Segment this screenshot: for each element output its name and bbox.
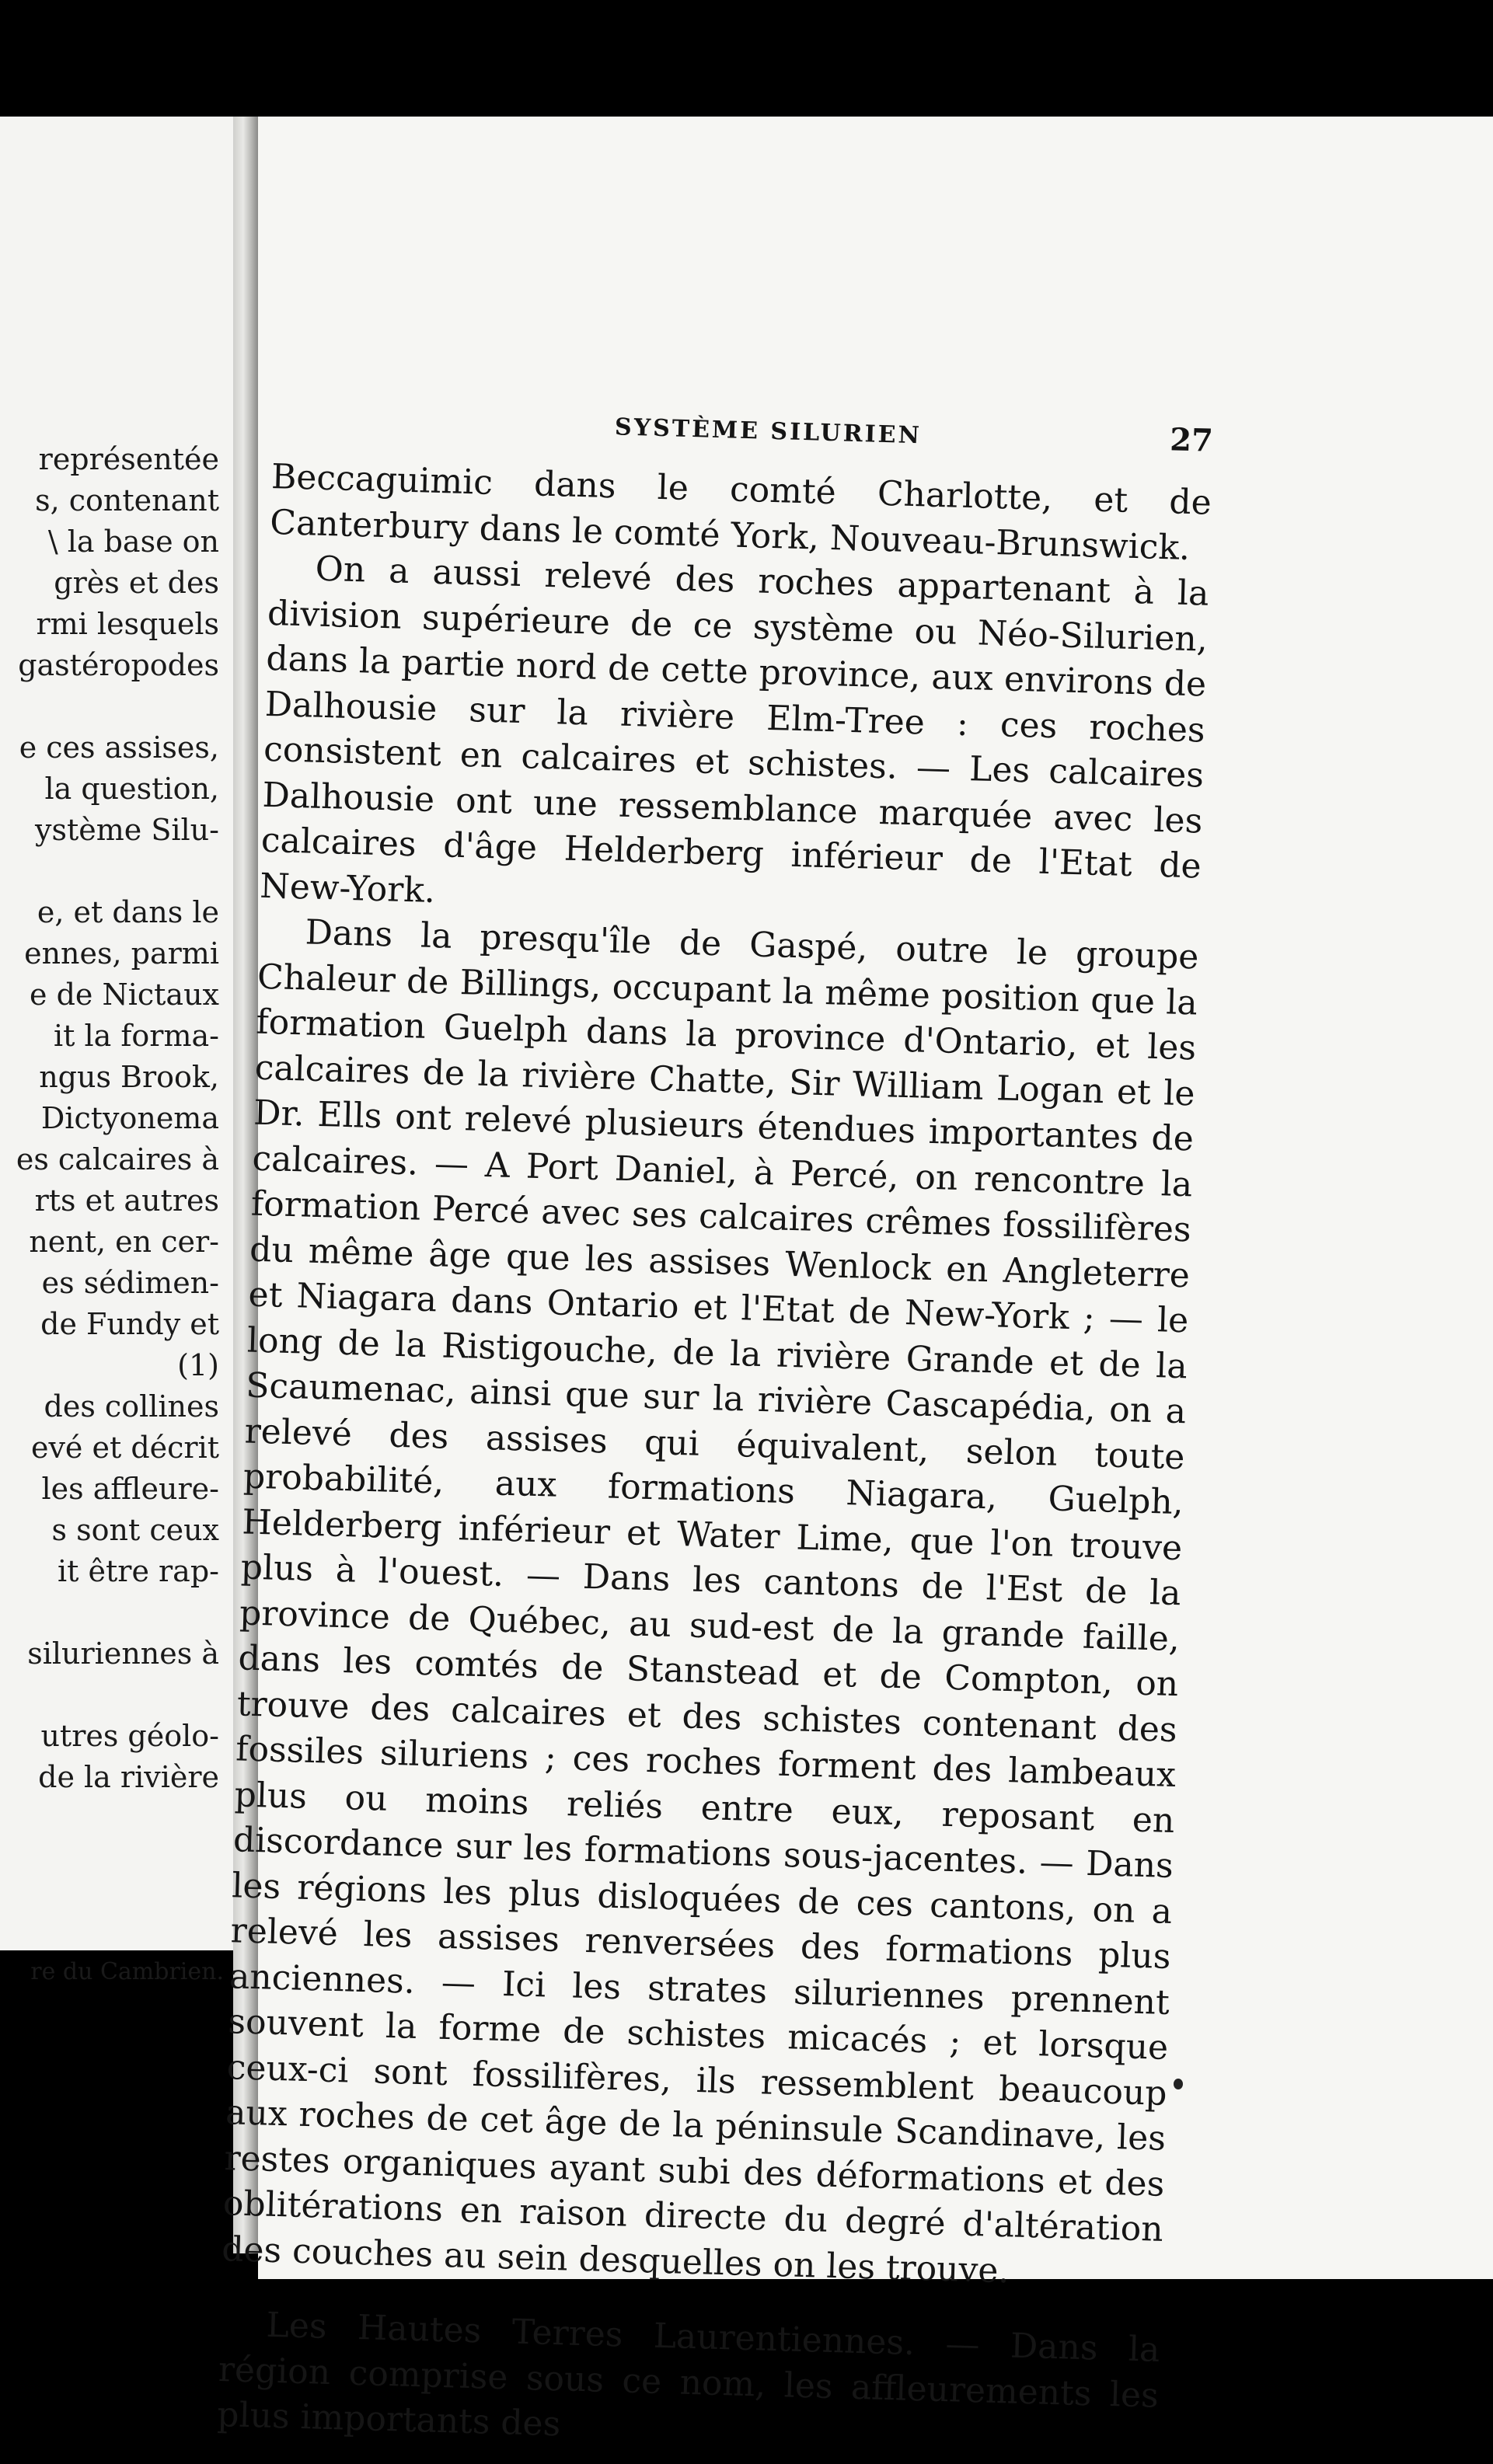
left-page-line: it la forma- [53,1019,219,1053]
left-page-line: ngus Brook, [39,1060,219,1094]
left-page-line: s, contenant [35,483,219,518]
left-page-blank-line [16,851,219,892]
left-page-line: gastéropodes [18,648,219,682]
left-page-line: grès et des [54,566,219,600]
running-head [366,399,1214,458]
left-page-line: \ la base on [47,525,219,559]
left-page [0,117,233,1985]
paragraph-3: Dans la presqu'île de Gaspé, outre le groupe Chaleur de Billings, occupant la même position que la formation Guelph dans la province d'Ontario, et les calcaires de la rivière Chatte, Sir William Logan et le Dr. Ells ont relevé plusieurs étendues importantes de calcaires. — A Port Daniel, à Percé, on rencontre la formation Percé avec ses calcaires crêmes fossilifères du même âge que les assises Wenlock en Angleterre et Niagara dans Ontario et l'Etat de New-York ; — le long de la Ristigouche, de la rivière Grande et de la Scaumenac, ainsi que sur la rivière Cascapédia, on a relevé des assises qui équivalent, selon toute probabilité, aux formations Niagara, Guelph, Helderberg inférieur et Water Lime, que l'on trouve plus à l'ouest. — Dans les cantons de l'Est de la province de Québec, au sud-est de la grande faille, dans les comtés de Stanstead et de Compton, on trouve des calcaires et des schistes contenant des fossiles siluriens ; ces roches forment des lambeaux plus ou moins reliés entre eux, reposant en discordance sur les formations sous-jacentes. — Dans les régions les plus disloquées de ces cantons, on a relevé les assises renversées des formations plus anciennes. — Ici les strates siluriennes prennent souvent la forme de schistes micacés ; et lorsque ceux-ci sont fossilifères, ils ressemblent beaucoup aux roches de cet âge de la péninsule Scandinave, les restes organiques ayant subi des déformations et des oblitérations en raison directe du degré d'altération des couches au sein desquelles on les trouve. [221,912,1200,2291]
left-page-blank-line [16,1592,219,1633]
right-page [216,117,1493,2445]
running-title: SYSTÈME SILURIEN [614,413,923,450]
left-page-line: evé et décrit [30,1431,219,1465]
left-page-line: es sédimen- [41,1266,219,1300]
left-page-line: la question, [44,772,219,806]
left-page-blank-line [16,1675,219,1716]
left-page-line: les affleure- [41,1472,219,1506]
left-page-line: rmi lesquels [36,607,219,641]
paragraph-1: Beccaguimic dans le comté Charlotte, et de Canterbury dans le comté York, Nouveau-Brunswick. [269,456,1212,568]
ink-speck [1174,2079,1183,2089]
left-page-line: nent, en cer- [29,1225,219,1259]
left-page-blank-line [16,686,219,727]
left-page-line: de la rivière [38,1760,219,1794]
page-content [217,396,1214,2464]
left-page-line: utres géolo- [40,1719,219,1753]
left-page-line: ennes, parmi [24,936,219,971]
page-number: 27 [1169,421,1214,459]
left-page-line: siluriennes à [27,1636,219,1671]
left-page-line: Dictyonema [40,1101,219,1135]
left-page-line: rts et autres [34,1183,219,1218]
left-page-line: e, et dans le [37,895,219,929]
left-page-line: de Fundy et [40,1307,219,1341]
left-page-line: e ces assises, [19,730,219,765]
left-page-line: s sont ceux [51,1513,219,1547]
paragraph-2: On a aussi relevé des roches appartenant à la division supérieure de ce système ou Néo-Silurien, dans la partie nord de cette province, aux environs de Dalhousie sur la rivière Elm-Tree : ces roches consistent en calcaires et schistes. — Les calcaires Dalhousie ont une ressemblance marquée avec les calcaires d'âge Helderberg inférieur de l'Etat de New-York. [259,549,1210,911]
left-page-line: it être rap- [58,1554,219,1588]
left-page-line: représentée [38,442,219,476]
left-page-line: des collines [44,1389,219,1424]
left-page-line: es calcaires à [16,1142,219,1176]
left-page-text [16,439,219,1798]
left-page-line: (1) [177,1348,219,1382]
left-page-line: ystème Silu- [35,813,219,847]
paragraph-4: Les Hautes Terres Laurentiennes. — Dans la région comprise sous ce nom, les affleurements les plus importants des [216,2305,1160,2445]
left-page-footnote: re du Cambrien. [30,1958,224,1985]
left-page-line: e de Nictaux [30,978,219,1012]
